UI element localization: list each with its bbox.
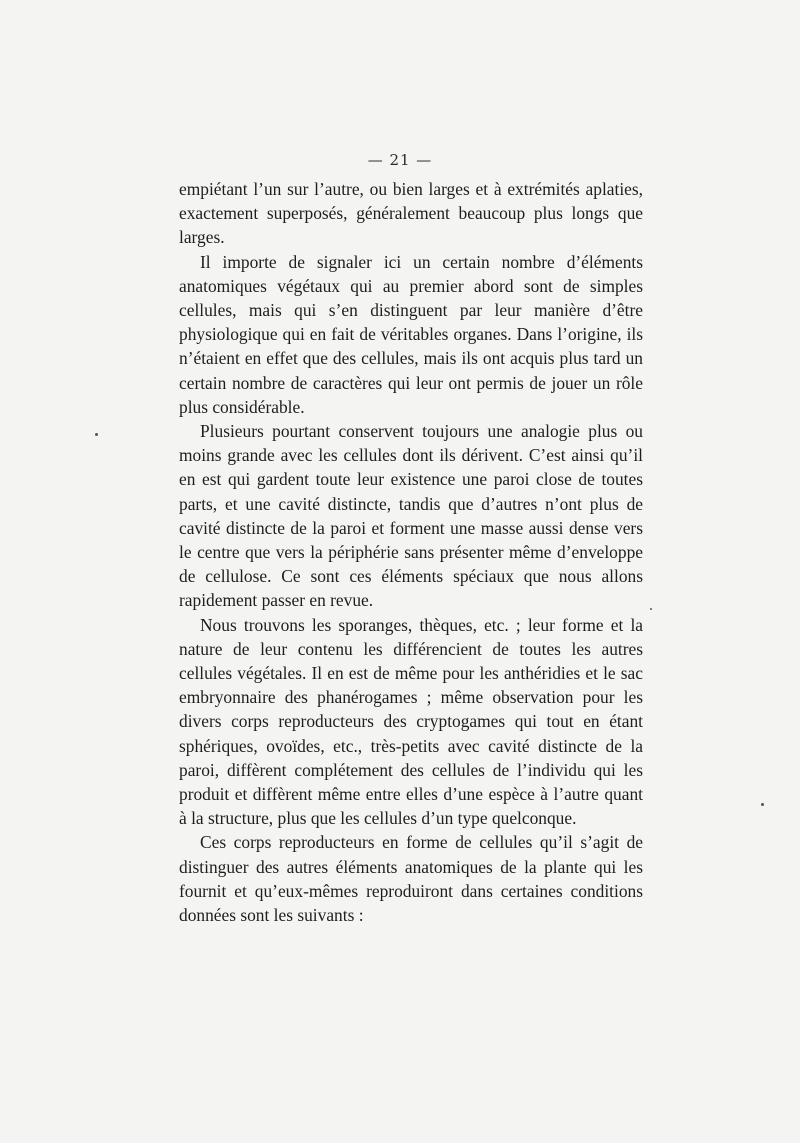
paragraph: empiétant l’un sur l’autre, ou bien larges et à extrémités aplaties, exactement superposés, généralement beaucoup plus longs que larges. <box>179 179 643 248</box>
paper-speck <box>761 803 764 806</box>
body-text <box>179 177 643 927</box>
paper-speck <box>95 433 98 436</box>
paragraph: Nous trouvons les sporanges, thèques, etc. ; leur forme et la nature de leur contenu les différencient de toutes les autres cellules végétales. Il en est de même pour les anthéridies et le sac embryonnaire des phanérogames ; même observation pour les divers corps reproducteurs des cryptogames qui tout en étant sphériques, ovoïdes, etc., très-petits avec cavité distincte de la paroi, diffèrent complétement des cellules de l’individu qui les produit et diffèrent même entre elles d’une espèce à l’autre quant à la structure, plus que les cellules d’un type quelconque. <box>179 614 643 829</box>
paragraph: Ces corps reproducteurs en forme de cellules qu’il s’agit de distinguer des autres éléments anatomiques de la plante qui les fournit et qu’eux-mêmes reproduiront dans certaines conditions données sont les suivants : <box>179 832 643 926</box>
paper-speck <box>650 608 652 610</box>
page-number: — 21 — <box>367 151 433 169</box>
paragraph: Plusieurs pourtant conservent toujours une analogie plus ou moins grande avec les cellules dont ils dérivent. C’est ainsi qu’il en est qui gardent toute leur existence une paroi close de toutes parts, et une cavité distincte, tandis que d’autres n’ont plus de cavité distincte de la paroi et forment une masse aussi dense vers le centre que vers la périphérie sans présenter même d’enveloppe de cellulose. Ce sont ces éléments spéciaux que nous allons rapidement passer en revue. <box>179 421 643 611</box>
paragraph: Il importe de signaler ici un certain nombre d’éléments anatomiques végétaux qui au premier abord sont de simples cellules, mais qui s’en distinguent par leur manière d’être physiologique qui en fait de véritables organes. Dans l’origine, ils n’étaient en effet que des cellules, mais ils ont acquis plus tard un certain nombre de caractères qui leur ont permis de jouer un rôle plus considérable. <box>179 251 643 417</box>
